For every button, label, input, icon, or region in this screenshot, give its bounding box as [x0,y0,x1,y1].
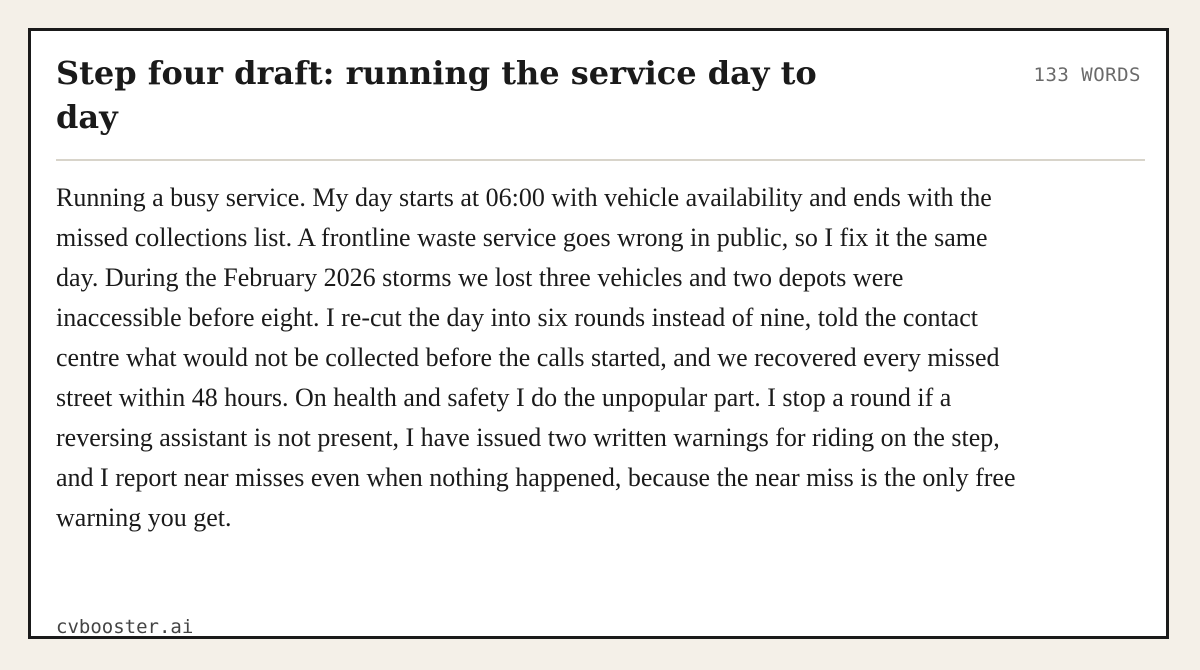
draft-card [28,28,1169,639]
brand-label: cvbooster.ai [56,616,194,638]
title-divider [56,159,1145,161]
draft-title: Step four draft: running the service day to day [56,54,817,136]
word-count-label: 133 WORDS [1033,64,1141,86]
draft-body-text: Running a busy service. My day starts at 06:00 with vehicle availability and ends with the missed collections list. A frontline waste service goes wrong in public, so I fix it the same day. During the February 2026 storms we lost three vehicles and two depots were inaccessible before eight. I re-cut the day into six rounds instead of nine, told the contact centre what would not be collected before the calls started, and we recovered every missed street within 48 hours. On health and safety I do the unpopular part. I stop a round if a reversing assistant is not present, I have issued two written warnings for riding on the step, and I report near misses even when nothing happened, because the near miss is the only free warning you get. [56,183,1016,532]
